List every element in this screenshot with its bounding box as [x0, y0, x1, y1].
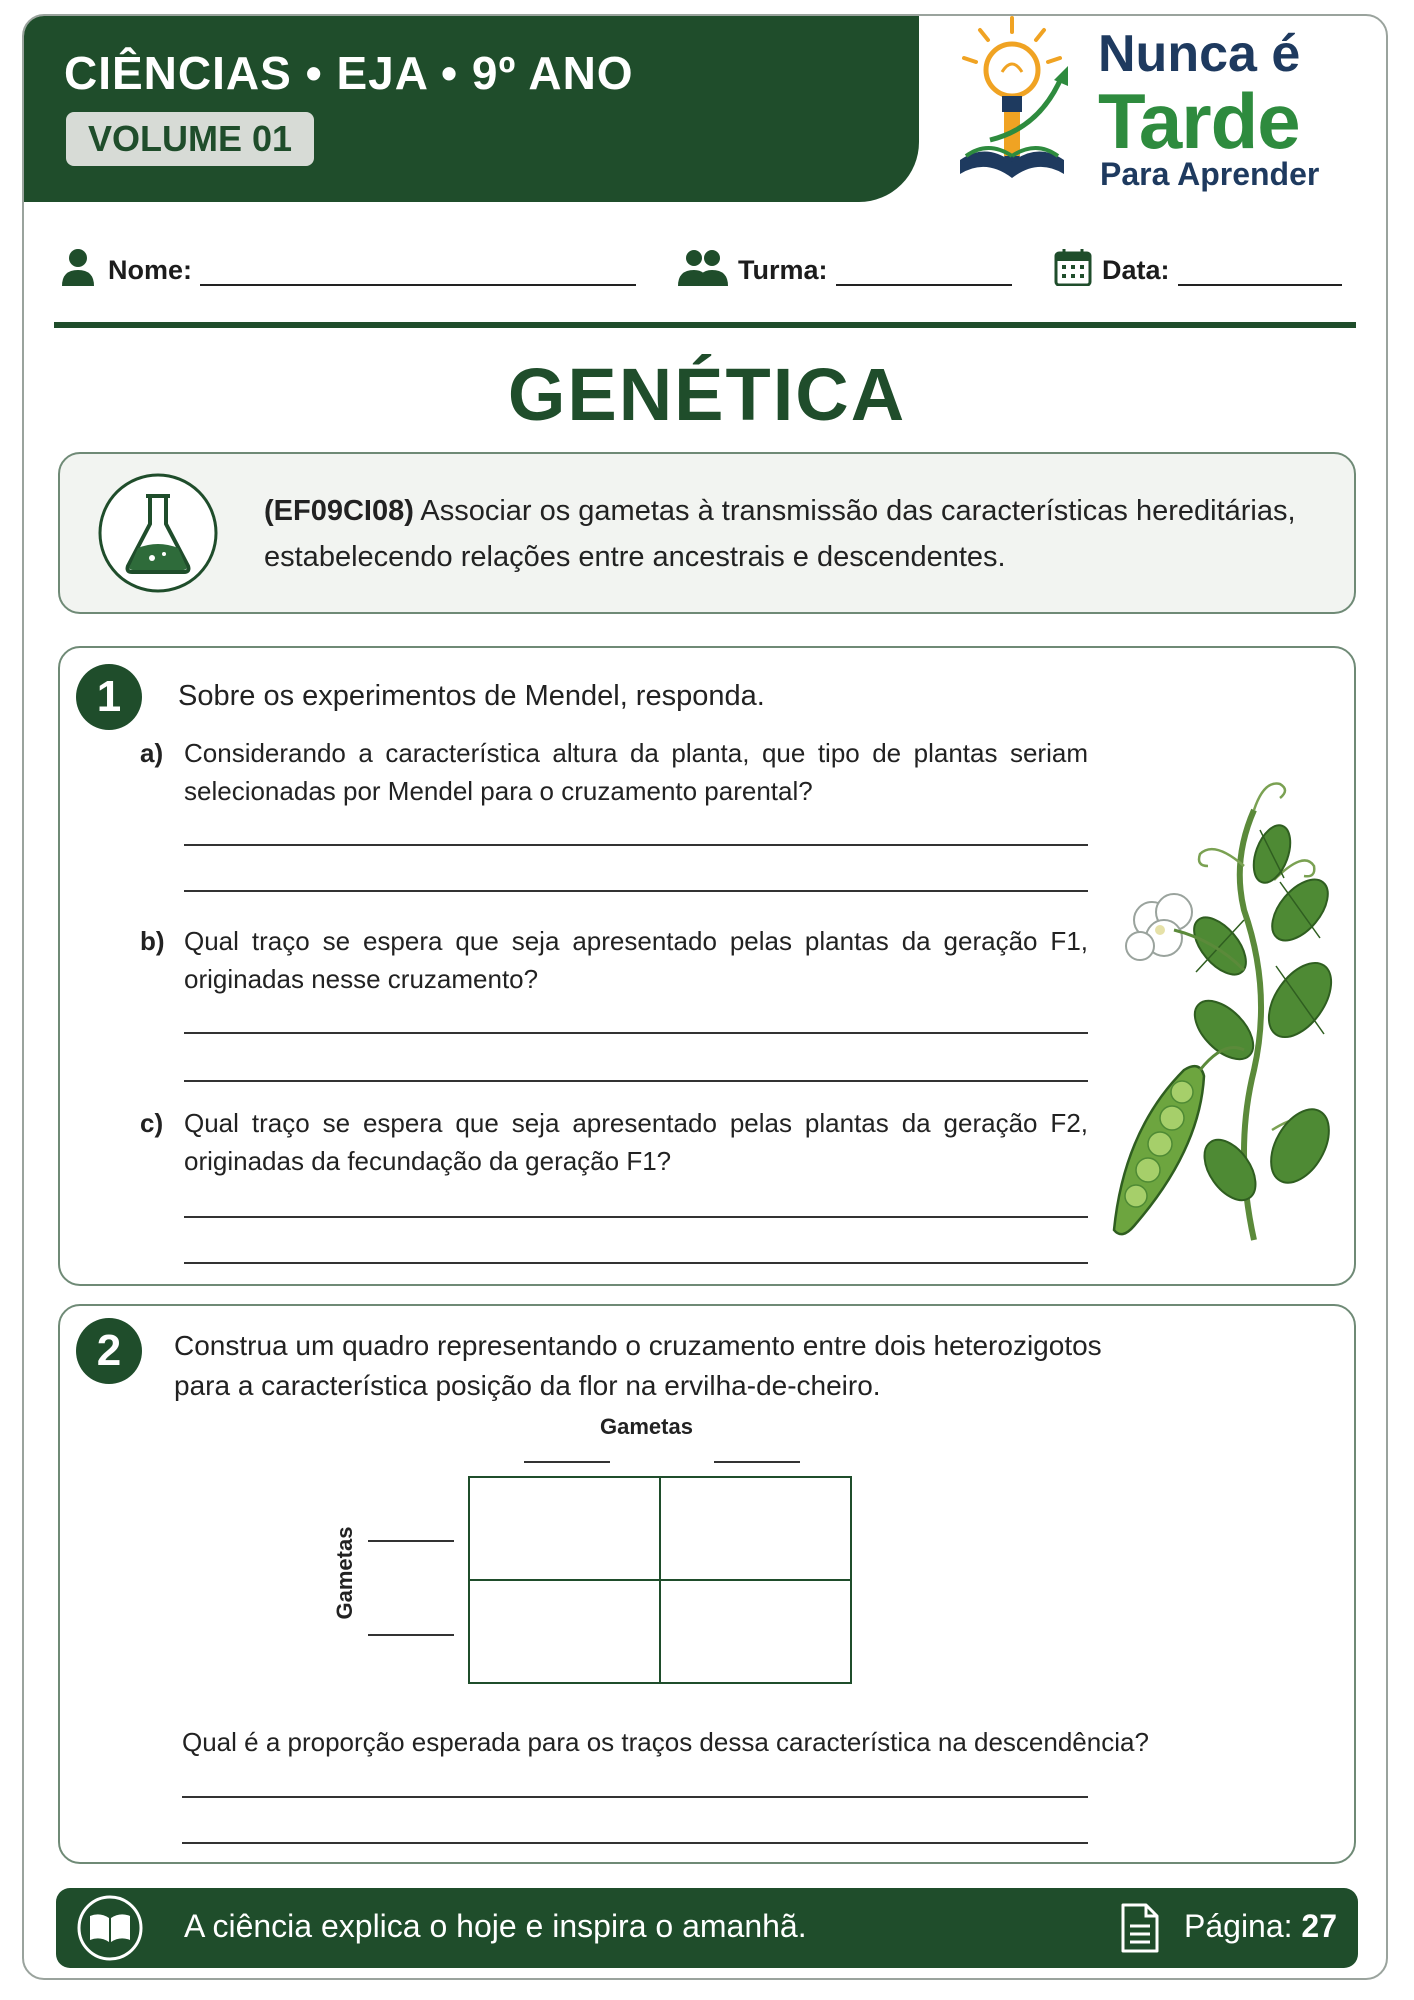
item-b-text: Qual traço se espera que seja apresentado pelas plantas da geração F1, originadas nesse cruzamento? [184, 926, 1088, 994]
question-2-number: 2 [76, 1318, 142, 1384]
punnett-divider-horizontal [470, 1579, 850, 1581]
person-icon [60, 248, 100, 286]
header-title: CIÊNCIAS • EJA • 9º ANO [64, 47, 634, 99]
answer-line[interactable] [184, 1262, 1088, 1264]
gamete-input-line[interactable] [714, 1461, 800, 1463]
name-field [60, 246, 636, 286]
answer-line[interactable] [184, 1032, 1088, 1034]
item-c-label: c) [140, 1108, 164, 1138]
question-2-prompt: Construa um quadro representando o cruzamento entre dois heterozigotos para a característica posição da flor na ervilha-de-cheiro. [174, 1330, 1102, 1401]
open-book-icon [76, 1894, 144, 1962]
name-input-line[interactable] [200, 254, 636, 286]
skill-text [264, 488, 1324, 580]
gametes-side-label: Gametas [332, 1526, 357, 1620]
pea-plant-icon [1104, 770, 1334, 1250]
punnett-square [468, 1476, 852, 1684]
logo-text-line3: Para Aprender [1100, 156, 1320, 192]
volume-badge: VOLUME 01 [66, 112, 314, 166]
group-icon [676, 248, 730, 286]
skill-box [58, 452, 1356, 614]
page-indicator [1184, 1908, 1337, 1945]
flask-icon [98, 468, 218, 598]
header-band [24, 16, 919, 202]
answer-line[interactable] [182, 1842, 1088, 1844]
gamete-input-line[interactable] [368, 1634, 454, 1636]
calendar-icon [1054, 248, 1094, 286]
question-2-followup: Qual é a proporção esperada para os traços dessa característica na descendência? [182, 1727, 1149, 1757]
item-a-label: a) [140, 738, 164, 768]
class-field [676, 246, 1012, 286]
item-a-text: Considerando a característica altura da planta, que tipo de plantas seriam selecionadas por Mendel para o cruzamento parental? [184, 738, 1088, 806]
answer-line[interactable] [184, 1080, 1088, 1082]
question-1-prompt: Sobre os experimentos de Mendel, responda. [178, 680, 765, 712]
item-c-text: Qual traço se espera que seja apresentado pelas plantas da geração F2, originadas da fecundação da geração F1? [184, 1108, 1088, 1176]
gamete-input-line[interactable] [368, 1540, 454, 1542]
gamete-input-line[interactable] [524, 1461, 610, 1463]
question-1-number: 1 [76, 664, 142, 730]
date-field [1054, 246, 1342, 286]
item-b-label: b) [140, 926, 165, 956]
footer [56, 1888, 1358, 1968]
answer-line[interactable] [184, 1216, 1088, 1218]
class-label: Turma: [738, 255, 828, 285]
logo-text-line2: Tarde [1098, 77, 1300, 165]
class-input-line[interactable] [836, 254, 1012, 286]
page-label: Página: [1184, 1908, 1293, 1944]
header-divider [54, 322, 1356, 328]
footer-quote: A ciência explica o hoje e inspira o amanhã. [184, 1908, 807, 1944]
gametes-top-label: Gametas [600, 1414, 693, 1439]
answer-line[interactable] [184, 890, 1088, 892]
answer-line[interactable] [184, 844, 1088, 846]
document-icon [1120, 1902, 1160, 1954]
answer-line[interactable] [182, 1796, 1088, 1798]
date-label: Data: [1102, 255, 1170, 285]
page-title: GENÉTICA [507, 353, 907, 436]
skill-description: Associar os gametas à transmissão das características hereditárias, estabelecendo relações entre ancestrais e descendentes. [264, 495, 1296, 573]
page-number: 27 [1301, 1908, 1338, 1944]
skill-code: (EF09CI08) [264, 495, 414, 527]
logo-text-line1: Nunca é [1098, 25, 1301, 83]
date-input-line[interactable] [1178, 254, 1342, 286]
name-label: Nome: [108, 255, 193, 285]
